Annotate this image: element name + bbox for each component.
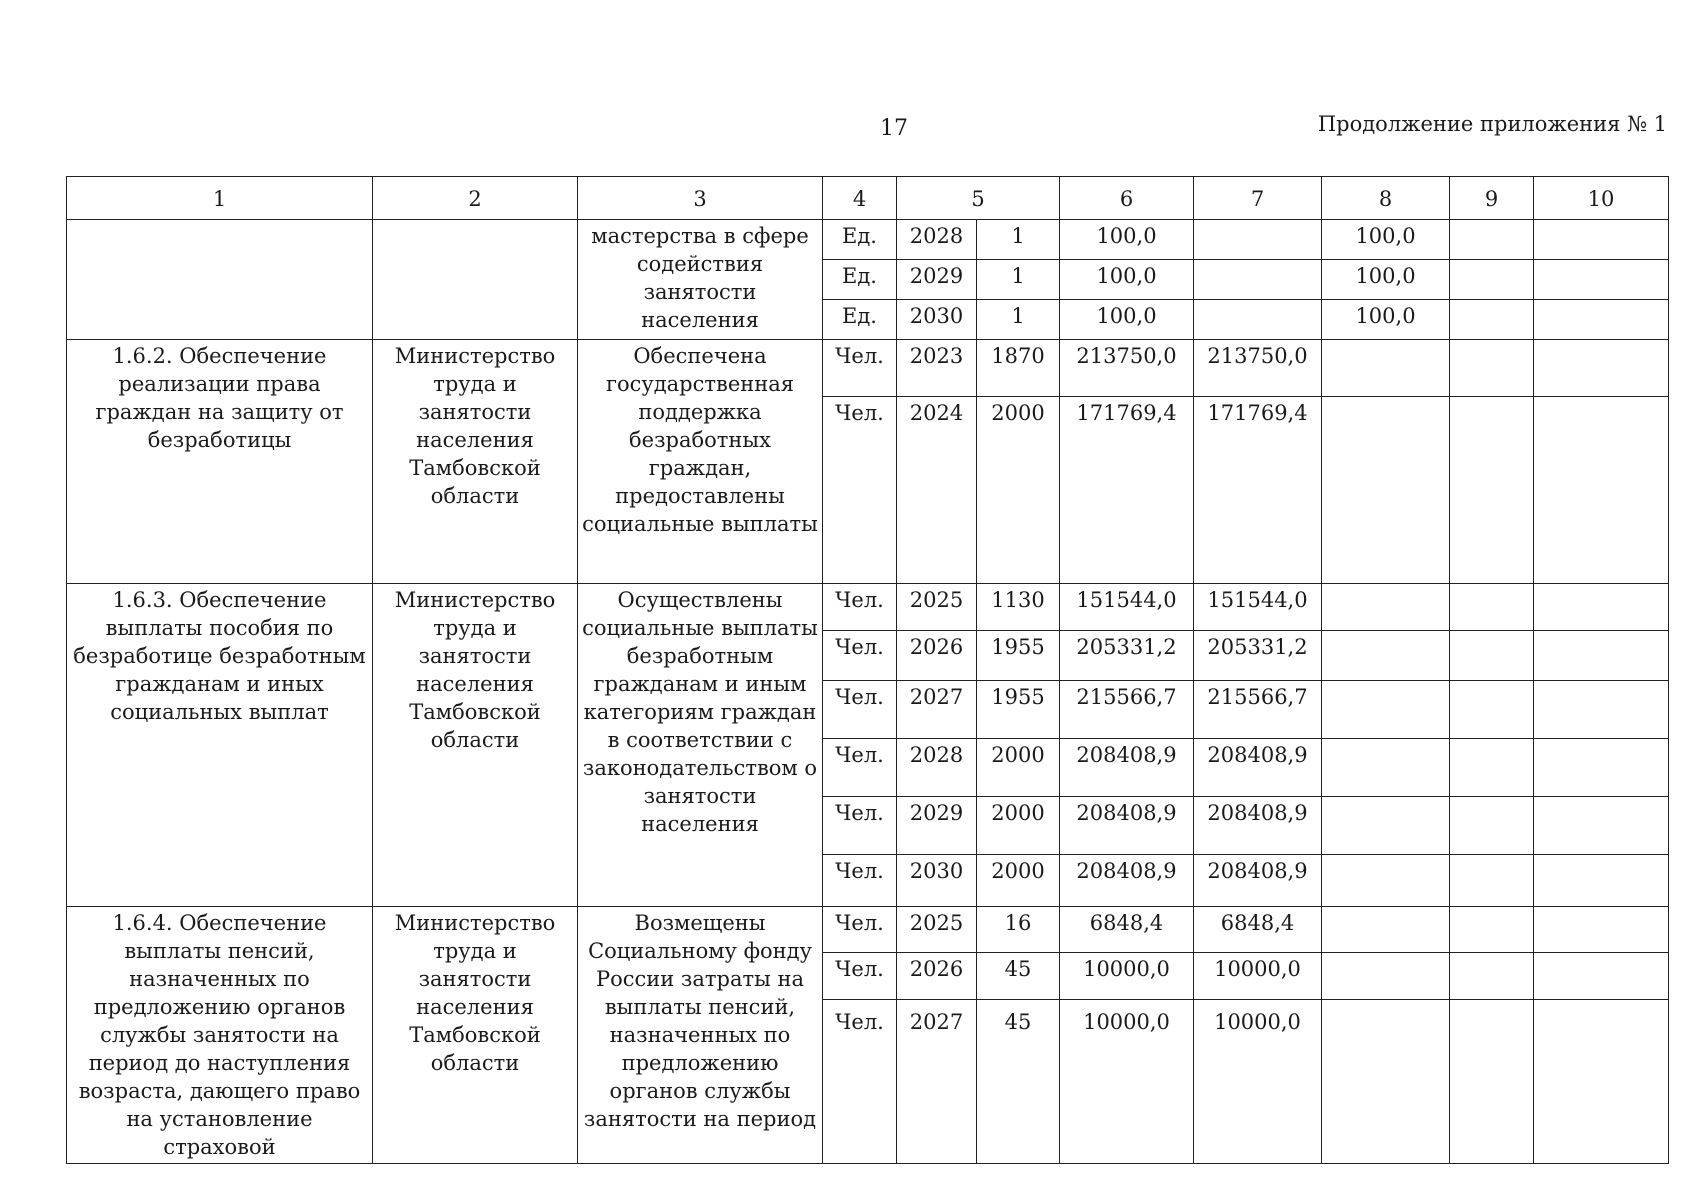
page-number: 17 [880,116,908,141]
empty-cell [1322,907,1450,953]
amount-cell: 208408,9 [1060,855,1194,907]
empty-cell [1534,260,1669,300]
quantity-cell: 1 [977,260,1060,300]
header-cell: 1 [67,177,373,220]
amount-cell: 205331,2 [1060,631,1194,681]
empty-cell [1450,739,1534,797]
amount-cell: 171769,4 [1194,397,1322,584]
amount-cell: 208408,9 [1194,855,1322,907]
quantity-cell: 1870 [977,340,1060,397]
amount-cell: 205331,2 [1194,631,1322,681]
empty-cell [1534,953,1669,999]
year-cell: 2026 [897,631,977,681]
empty-cell [1322,739,1450,797]
year-cell: 2025 [897,907,977,953]
amount-cell [1194,260,1322,300]
executor-cell [373,220,578,340]
amount-cell: 213750,0 [1060,340,1194,397]
unit-cell: Ед. [823,220,897,260]
empty-cell [1534,739,1669,797]
amount-cell: 100,0 [1322,300,1450,340]
quantity-cell: 2000 [977,797,1060,855]
header-cell: 4 [823,177,897,220]
amount-cell: 100,0 [1322,220,1450,260]
measure-name-cell: 1.6.4. Обеспечение выплаты пенсий, назначенных по предложению органов службы занятости на период до наступления возраста, дающего право на установление страховой [67,907,373,1164]
unit-cell: Чел. [823,855,897,907]
empty-cell [1534,797,1669,855]
header-cell: 6 [1060,177,1194,220]
amount-cell: 6848,4 [1194,907,1322,953]
empty-cell [1322,340,1450,397]
empty-cell [1534,584,1669,631]
unit-cell: Чел. [823,907,897,953]
quantity-cell: 2000 [977,739,1060,797]
empty-cell [1534,855,1669,907]
year-cell: 2024 [897,397,977,584]
quantity-cell: 16 [977,907,1060,953]
empty-cell [1322,681,1450,739]
year-cell: 2029 [897,260,977,300]
empty-cell [1450,340,1534,397]
amount-cell: 171769,4 [1060,397,1194,584]
result-cell: Осуществлены социальные выплаты безработным гражданам и иным категориям граждан в соответствии с законодательством о занятости населения [578,584,823,907]
year-cell: 2030 [897,855,977,907]
unit-cell: Чел. [823,397,897,584]
empty-cell [1450,999,1534,1163]
empty-cell [1450,220,1534,260]
empty-cell [1534,631,1669,681]
empty-cell [1534,681,1669,739]
empty-cell [1450,260,1534,300]
quantity-cell: 1955 [977,631,1060,681]
executor-cell: Министерство труда и занятости населения Тамбовской области [373,584,578,907]
result-cell: Возмещены Социальному фонду России затраты на выплаты пенсий, назначенных по предложению органов службы занятости на период [578,907,823,1164]
table-row [67,220,1669,260]
amount-cell: 10000,0 [1194,953,1322,999]
quantity-cell: 45 [977,999,1060,1163]
amount-cell: 100,0 [1322,260,1450,300]
year-cell: 2028 [897,739,977,797]
year-cell: 2027 [897,999,977,1163]
table-row [67,907,1669,953]
year-cell: 2028 [897,220,977,260]
empty-cell [1322,999,1450,1163]
empty-cell [1322,631,1450,681]
quantity-cell: 1 [977,220,1060,260]
empty-cell [1450,681,1534,739]
empty-cell [1322,855,1450,907]
year-cell: 2023 [897,340,977,397]
year-cell: 2026 [897,953,977,999]
amount-cell: 151544,0 [1194,584,1322,631]
empty-cell [1322,397,1450,584]
empty-cell [1534,220,1669,260]
unit-cell: Чел. [823,681,897,739]
table-row [67,584,1669,631]
empty-cell [1322,584,1450,631]
amount-cell: 100,0 [1060,260,1194,300]
unit-cell: Ед. [823,260,897,300]
header-cell: 2 [373,177,578,220]
amount-cell: 100,0 [1060,300,1194,340]
header-cell: 8 [1322,177,1450,220]
quantity-cell: 1955 [977,681,1060,739]
header-cell: 10 [1534,177,1669,220]
unit-cell: Чел. [823,584,897,631]
amount-cell: 100,0 [1060,220,1194,260]
amount-cell: 10000,0 [1060,999,1194,1163]
unit-cell: Чел. [823,631,897,681]
amount-cell: 208408,9 [1060,739,1194,797]
amount-cell: 208408,9 [1194,739,1322,797]
header-row [67,177,1669,220]
header-cell: 3 [578,177,823,220]
amount-cell [1194,300,1322,340]
result-cell: Обеспечена государственная поддержка безработных граждан, предоставлены социальные выплаты [578,340,823,584]
empty-cell [1322,797,1450,855]
amount-cell [1194,220,1322,260]
header-cell: 5 [897,177,1060,220]
empty-cell [1450,300,1534,340]
year-cell: 2030 [897,300,977,340]
year-cell: 2029 [897,797,977,855]
result-cell: мастерства в сфере содействия занятости населения [578,220,823,340]
empty-cell [1450,397,1534,584]
unit-cell: Чел. [823,797,897,855]
quantity-cell: 1 [977,300,1060,340]
executor-cell: Министерство труда и занятости населения Тамбовской области [373,907,578,1164]
empty-cell [1450,631,1534,681]
unit-cell: Чел. [823,953,897,999]
measure-name-cell: 1.6.3. Обеспечение выплаты пособия по безработице безработным гражданам и иных социальных выплат [67,584,373,907]
empty-cell [1450,797,1534,855]
empty-cell [1450,855,1534,907]
empty-cell [1534,300,1669,340]
quantity-cell: 45 [977,953,1060,999]
measure-name-cell [67,220,373,340]
header-cell: 9 [1450,177,1534,220]
measure-name-cell: 1.6.2. Обеспечение реализации права граждан на защиту от безработицы [67,340,373,584]
empty-cell [1450,953,1534,999]
year-cell: 2027 [897,681,977,739]
empty-cell [1534,397,1669,584]
amount-cell: 208408,9 [1060,797,1194,855]
table-row [67,340,1669,397]
quantity-cell: 1130 [977,584,1060,631]
header-cell: 7 [1194,177,1322,220]
quantity-cell: 2000 [977,397,1060,584]
unit-cell: Чел. [823,739,897,797]
amount-cell: 213750,0 [1194,340,1322,397]
quantity-cell: 2000 [977,855,1060,907]
amount-cell: 208408,9 [1194,797,1322,855]
empty-cell [1534,999,1669,1163]
amount-cell: 215566,7 [1194,681,1322,739]
amount-cell: 215566,7 [1060,681,1194,739]
empty-cell [1322,953,1450,999]
amount-cell: 10000,0 [1060,953,1194,999]
empty-cell [1534,340,1669,397]
program-table [66,176,1669,1164]
empty-cell [1534,907,1669,953]
empty-cell [1450,584,1534,631]
unit-cell: Чел. [823,999,897,1163]
year-cell: 2025 [897,584,977,631]
unit-cell: Ед. [823,300,897,340]
amount-cell: 6848,4 [1060,907,1194,953]
appendix-continuation-label: Продолжение приложения № 1 [1317,112,1667,136]
amount-cell: 151544,0 [1060,584,1194,631]
amount-cell: 10000,0 [1194,999,1322,1163]
empty-cell [1450,907,1534,953]
unit-cell: Чел. [823,340,897,397]
executor-cell: Министерство труда и занятости населения Тамбовской области [373,340,578,584]
